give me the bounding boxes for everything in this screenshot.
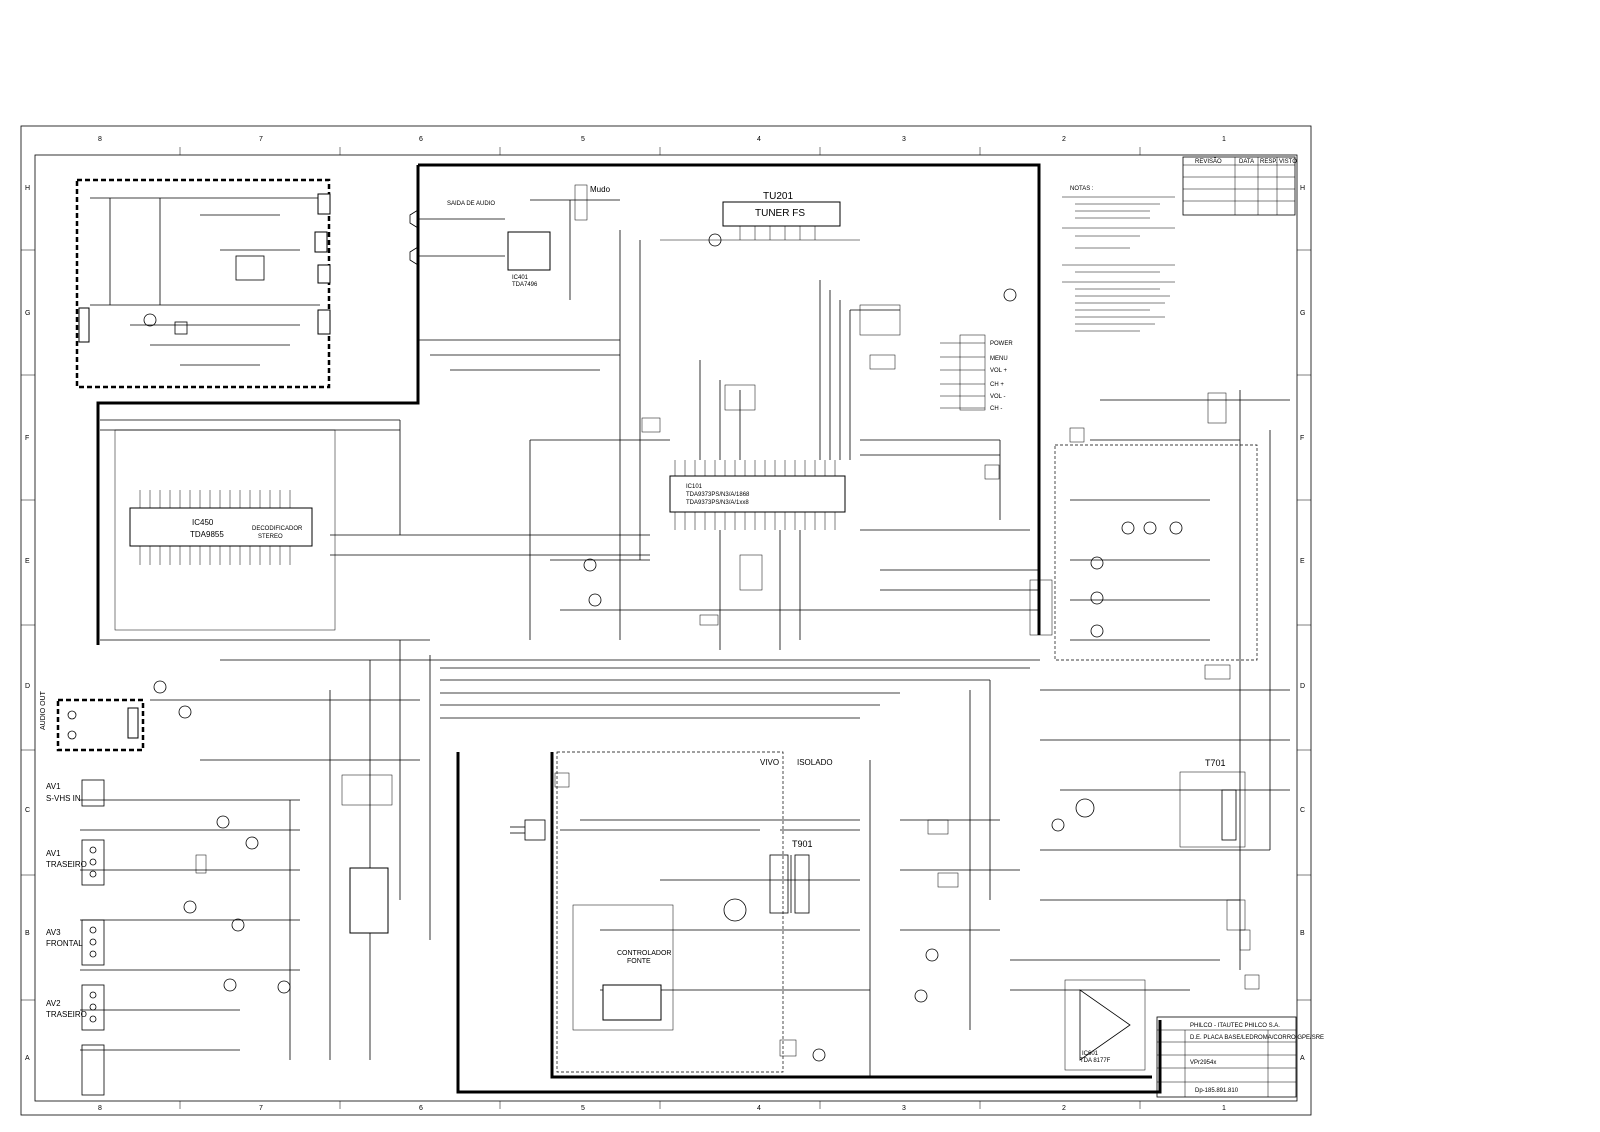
svg-text:E: E: [1300, 558, 1305, 565]
notes: [1062, 186, 1175, 331]
ic601-vertical-output: [1065, 980, 1145, 1070]
svg-text:TU201: TU201: [763, 191, 794, 202]
keyboard-panel: [940, 335, 1013, 412]
vivo-label: VIVO: [760, 758, 780, 767]
svg-text:TUNER FS: TUNER FS: [755, 208, 805, 219]
svg-text:CH -: CH -: [990, 406, 1003, 412]
svg-text:AV1: AV1: [46, 849, 61, 858]
mains-input: [510, 820, 545, 840]
svg-text:F: F: [25, 435, 30, 442]
signal-nets: [80, 230, 1290, 1077]
audio-out-connector: [40, 690, 143, 750]
transformer-t701: [1180, 758, 1245, 847]
video-output-block: [1055, 445, 1257, 660]
inner-frame: [35, 155, 1297, 1101]
svg-text:E: E: [25, 558, 30, 565]
av1-svhs-input: [46, 780, 104, 806]
col-label: 3: [902, 136, 906, 143]
col-label: 5: [581, 136, 585, 143]
svg-text:F: F: [1300, 435, 1305, 442]
col-label: 8: [98, 1105, 102, 1112]
col-label: 7: [259, 1105, 263, 1112]
svg-text:D: D: [25, 683, 31, 690]
connector: [318, 194, 330, 214]
col-label: 1: [1222, 136, 1226, 143]
svg-text:SAIDA DE AUDIO: SAIDA DE AUDIO: [447, 201, 496, 207]
svg-text:IC101: IC101: [686, 484, 703, 490]
svg-text:TRASEIRO: TRASEIRO: [46, 860, 87, 869]
model-number: VPr2954x: [1190, 1060, 1217, 1066]
svg-text:CH +: CH +: [990, 382, 1004, 388]
col-label: 4: [757, 136, 761, 143]
title-block: [1157, 1017, 1324, 1097]
sheet-title: D.E. PLACA BASE/LEDROMA/CORRO GPE/SRE: [1190, 1035, 1325, 1041]
svg-text:TDA9373PS/N3/A/1xx8: TDA9373PS/N3/A/1xx8: [686, 500, 749, 506]
svg-text:IC601: IC601: [1082, 1051, 1099, 1057]
svg-text:REVISÃO: REVISÃO: [1195, 159, 1222, 165]
power-controller: [573, 905, 673, 1030]
ic450-stereo-decoder: [115, 430, 335, 630]
isolated-region: [557, 752, 783, 1072]
audio-amp-ic401: [410, 185, 620, 300]
svg-text:TDA7496: TDA7496: [512, 282, 538, 288]
svg-text:B: B: [1300, 930, 1305, 937]
svg-text:AV3: AV3: [46, 928, 61, 937]
column-labels-bottom: [98, 1105, 1226, 1112]
svg-text:C: C: [25, 807, 31, 814]
col-label: 2: [1062, 136, 1066, 143]
row-labels-left: [25, 185, 30, 1062]
svg-text:A: A: [25, 1055, 30, 1062]
svg-text:AV2: AV2: [46, 999, 61, 1008]
power-supply-outline: [458, 752, 1160, 1092]
svg-text:VOL +: VOL +: [990, 368, 1007, 374]
av3-front-input: [46, 920, 104, 965]
revision-table: [1183, 157, 1297, 215]
av-switch-ic: [350, 868, 388, 933]
outer-frame: [21, 126, 1311, 1115]
svg-text:RESP.: RESP.: [1260, 159, 1278, 165]
col-label: 8: [98, 136, 102, 143]
col-label: 3: [902, 1105, 906, 1112]
svg-text:NOTAS :: NOTAS :: [1070, 186, 1094, 192]
power-input-wiring: [90, 198, 320, 365]
svg-text:IC401: IC401: [512, 275, 529, 281]
column-labels-top: [98, 136, 1226, 143]
drawing-number: Dp-185.891.810: [1195, 1088, 1239, 1094]
company-name: PHILCO - ITAUTEC PHILCO S.A.: [1190, 1023, 1280, 1029]
av-selector-table: [342, 775, 392, 805]
svg-text:TRASEIRO: TRASEIRO: [46, 1010, 87, 1019]
svg-text:AV1: AV1: [46, 782, 61, 791]
svg-text:C: C: [1300, 807, 1306, 814]
connector: [315, 232, 327, 252]
svg-text:VISTO: VISTO: [1279, 159, 1297, 165]
transistors: [154, 234, 1182, 1061]
svg-text:B: B: [25, 930, 30, 937]
svg-text:DATA: DATA: [1239, 159, 1255, 165]
av1-rear-input: [46, 840, 104, 885]
svg-text:Mudo: Mudo: [590, 185, 611, 194]
svg-text:S-VHS IN: S-VHS IN: [46, 794, 81, 803]
svg-text:TDA9373PS/N3/A/1868: TDA9373PS/N3/A/1868: [686, 492, 750, 498]
av2-rear-input: [46, 985, 104, 1030]
isolado-label: ISOLADO: [797, 758, 833, 767]
connector: [318, 265, 330, 283]
svg-text:T901: T901: [792, 839, 813, 849]
svg-text:IC450: IC450: [192, 518, 214, 527]
svg-text:G: G: [25, 310, 31, 317]
svg-text:T701: T701: [1205, 758, 1226, 768]
svg-text:FRONTAL: FRONTAL: [46, 939, 83, 948]
col-label: 1: [1222, 1105, 1226, 1112]
svg-text:CONTROLADOR: CONTROLADOR: [617, 950, 672, 957]
main-board-outline: [98, 165, 1039, 645]
connector: [318, 310, 330, 334]
col-label: 6: [419, 136, 423, 143]
isolated-outline: [552, 752, 1152, 1077]
svg-text:AUDIO OUT: AUDIO OUT: [40, 691, 47, 730]
svg-text:VOL -: VOL -: [990, 394, 1006, 400]
row-labels-right: [1300, 185, 1305, 1062]
svg-text:G: G: [1300, 310, 1306, 317]
transformer-t901: [770, 839, 813, 913]
svg-text:H: H: [1300, 185, 1306, 192]
svg-text:STEREO: STEREO: [258, 534, 283, 540]
svg-text:TDA9855: TDA9855: [190, 530, 224, 539]
col-label: 4: [757, 1105, 761, 1112]
col-label: 5: [581, 1105, 585, 1112]
zone-ticks: [21, 147, 1311, 1109]
connector: [79, 308, 89, 342]
tuner-tu201: [660, 191, 860, 240]
svg-text:A: A: [1300, 1055, 1305, 1062]
svg-text:D: D: [1300, 683, 1306, 690]
col-label: 6: [419, 1105, 423, 1112]
bottom-left-connector: [82, 1045, 104, 1095]
col-label: 7: [259, 136, 263, 143]
ic101-processor: [670, 460, 845, 530]
power-input-block: [77, 180, 329, 387]
svg-text:H: H: [25, 185, 31, 192]
svg-text:POWER: POWER: [990, 341, 1013, 347]
svg-text:TDA 8177F: TDA 8177F: [1080, 1058, 1111, 1064]
svg-text:MENU: MENU: [990, 356, 1008, 362]
svg-text:DECODIFICADOR: DECODIFICADOR: [252, 526, 303, 532]
col-label: 2: [1062, 1105, 1066, 1112]
svg-text:FONTE: FONTE: [627, 958, 651, 965]
